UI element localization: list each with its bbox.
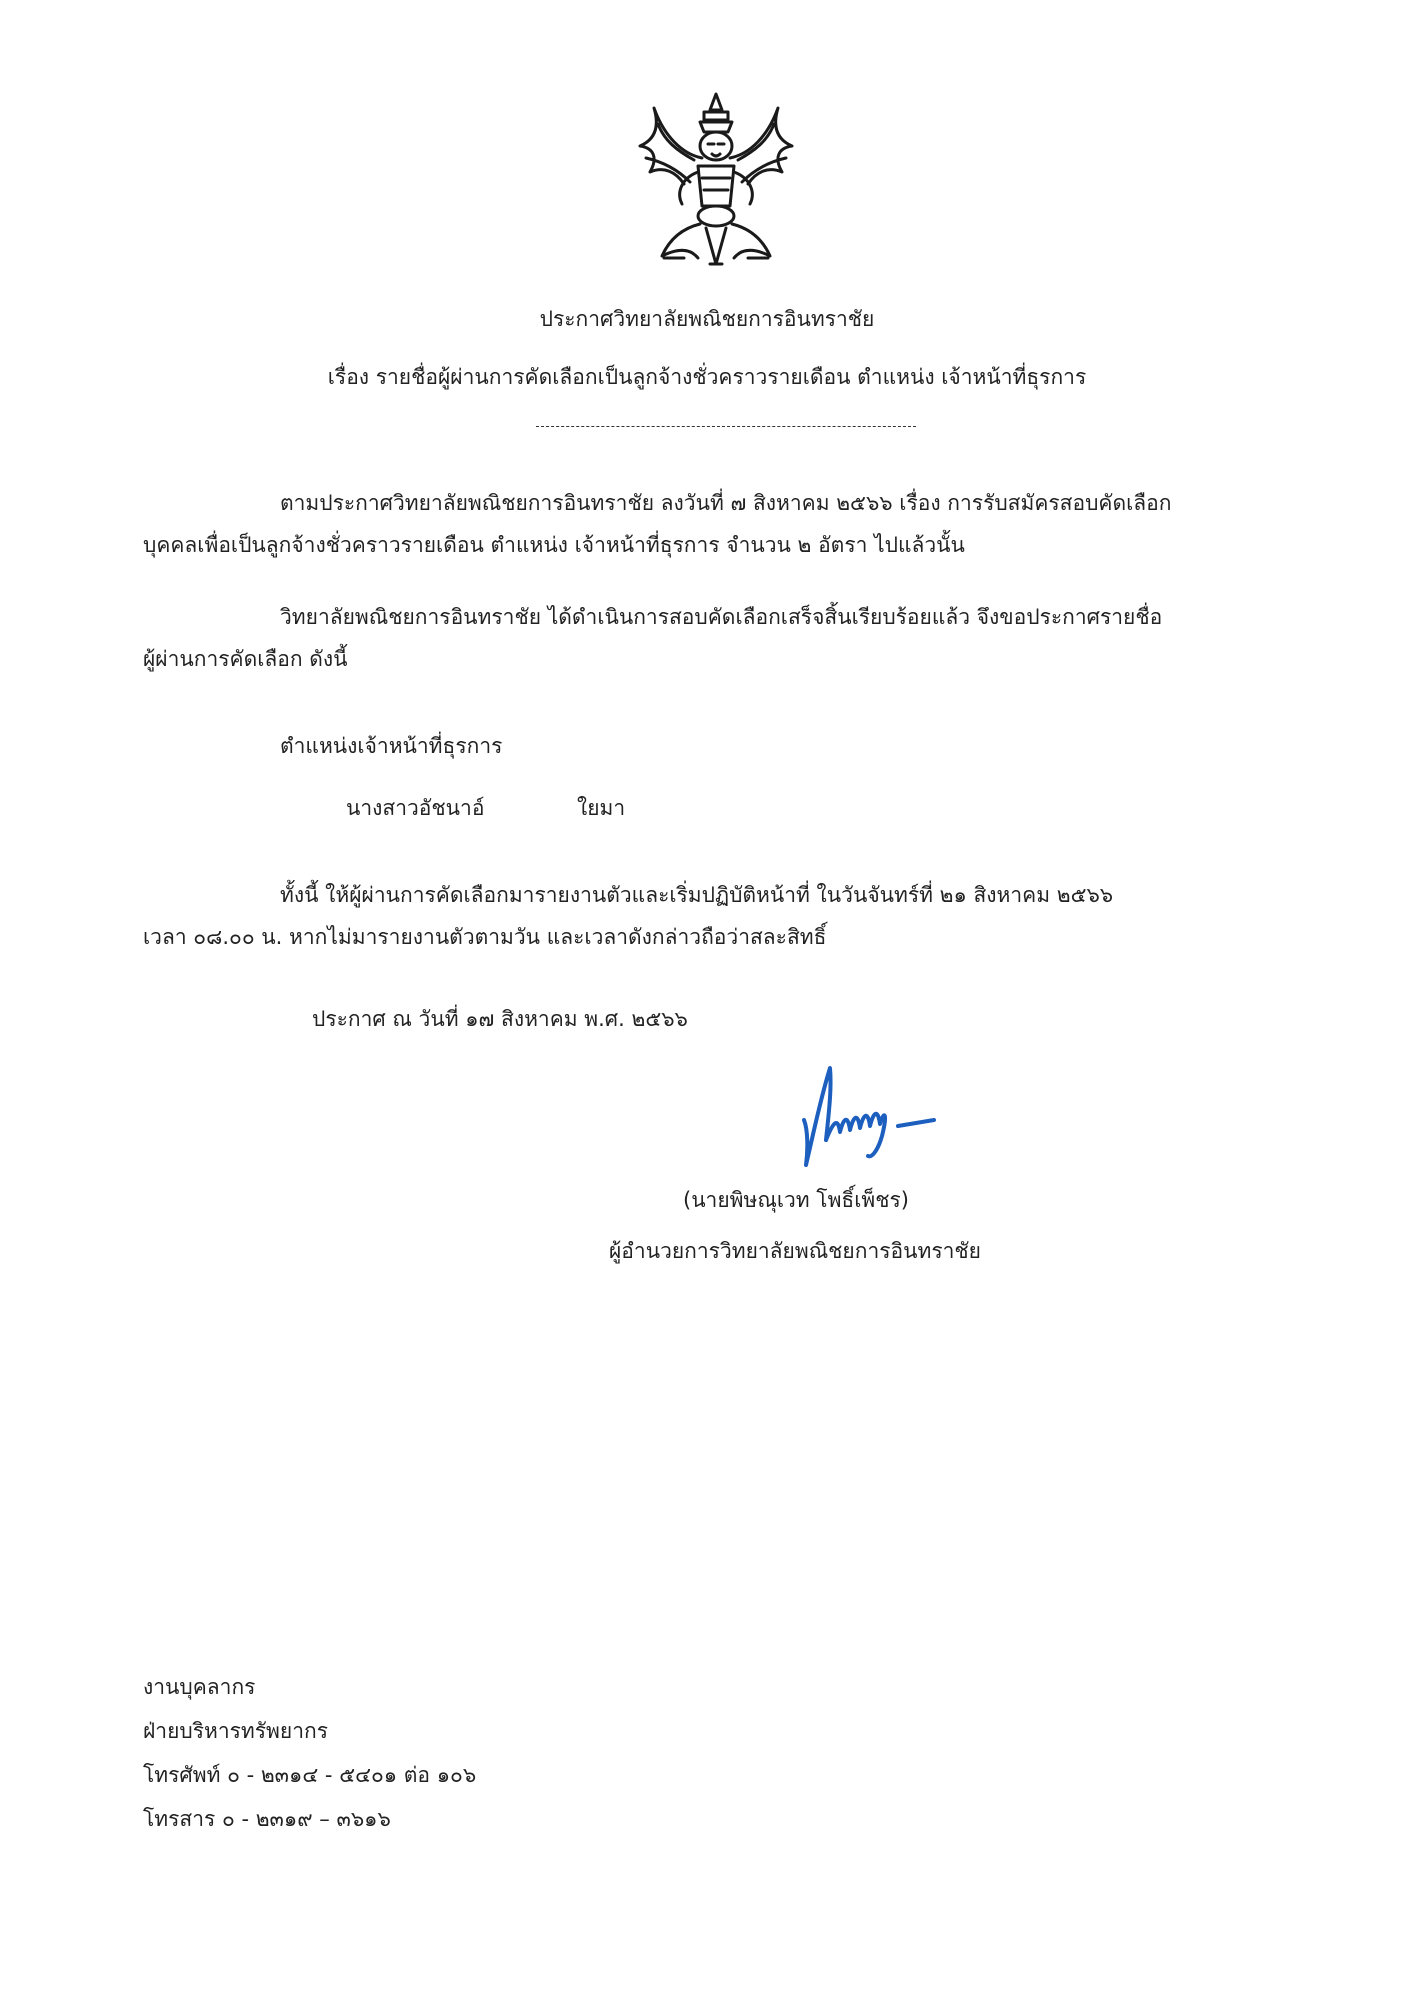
position-heading: ตำแหน่งเจ้าหน้าที่ธุรการ [280,734,503,758]
footer-fax: โทรสาร ๐ - ๒๓๑๙ – ๓๖๑๖ [143,1807,391,1831]
footer-phone: โทรศัพท์ ๐ - ๒๓๑๔ - ๕๔๐๑ ต่อ ๑๐๖ [143,1763,477,1787]
paragraph-1-line-1: ตามประกาศวิทยาลัยพณิชยการอินทราชัย ลงวันที่ ๗ สิงหาคม ๒๕๖๖ เรื่อง การรับสมัครสอบคัดเลือก [280,491,1172,515]
title-divider [536,426,916,427]
paragraph-2-line-2: ผู้ผ่านการคัดเลือก ดังนี้ [143,647,348,671]
candidate-last-name: ใยมา [577,796,626,820]
garuda-emblem-icon [624,88,808,278]
candidate-first-name: นางสาวอัชนาอ์ [346,796,485,820]
announcement-title: ประกาศวิทยาลัยพณิชยการอินทราชัย [539,307,875,331]
paragraph-1-line-2: บุคคลเพื่อเป็นลูกจ้างชั่วคราวรายเดือน ตำแหน่ง เจ้าหน้าที่ธุรการ จำนวน ๒ อัตรา ไปแล้วนั้น [143,533,965,557]
signer-position: ผู้อำนวยการวิทยาลัยพณิชยการอินทราชัย [609,1239,981,1263]
announcement-subject: เรื่อง รายชื่อผู้ผ่านการคัดเลือกเป็นลูกจ้างชั่วคราวรายเดือน ตำแหน่ง เจ้าหน้าที่ธุรการ [327,365,1087,389]
footer-division: ฝ่ายบริหารทรัพยากร [143,1719,328,1743]
paragraph-3-line-1: ทั้งนี้ ให้ผู้ผ่านการคัดเลือกมารายงานตัวและเริ่มปฏิบัติหน้าที่ ในวันจันทร์ที่ ๒๑ สิงหาคม ๒๕๖๖ [280,883,1114,907]
paragraph-3-line-2: เวลา ๐๘.๐๐ น. หากไม่มารายงานตัวตามวัน และเวลาดังกล่าวถือว่าสละสิทธิ์ [143,925,827,949]
signer-name: (นายพิษณุเวท โพธิ์เพ็ชร) [683,1188,909,1212]
footer-department: งานบุคลากร [143,1675,256,1699]
paragraph-2-line-1: วิทยาลัยพณิชยการอินทราชัย ได้ดำเนินการสอบคัดเลือกเสร็จสิ้นเรียบร้อยแล้ว จึงขอประกาศรายชื่อ [280,605,1163,629]
announcement-date: ประกาศ ณ วันที่ ๑๗ สิงหาคม พ.ศ. ๒๕๖๖ [312,1007,688,1031]
signature-image [786,1060,936,1175]
